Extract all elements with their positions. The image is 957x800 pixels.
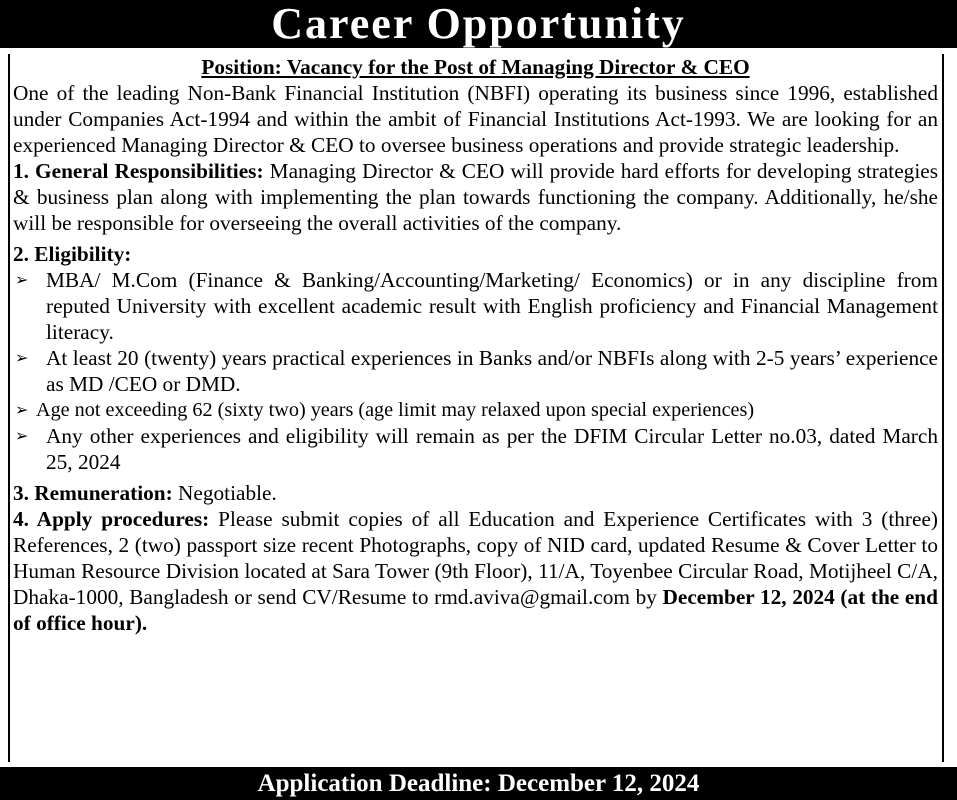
remuneration-heading: 3. Remuneration: — [13, 481, 173, 505]
arrow-bullet-icon: ➢ — [15, 270, 29, 289]
apply-text: Please submit copies of all Education and Experience Certificates with 3 (three) References, 2 (two) passport size recent Photographs, copy of NID card, updated Resume & Cover Letter to Human Resource Division located at Sara Tower (9th Floor), 11/A, Toyenbee Circular Road, Motijheel C/A, Dhaka-1000, Bangladesh or send CV/Resume to rmd.aviva@gmail.com by — [13, 507, 938, 609]
eligibility-item — [13, 423, 938, 475]
eligibility-item — [13, 345, 938, 397]
page-title: Career Opportunity — [271, 0, 686, 48]
position-heading: Position: Vacancy for the Post of Managing Director & CEO — [201, 55, 750, 79]
title-banner — [0, 0, 957, 48]
deadline-banner — [0, 767, 957, 800]
responsibilities-text: Managing Director & CEO will provide hard efforts for developing strategies & business plan along with implementing the plan towards functioning the company. Additionally, he/she will be responsible for overseeing the overall activities of the company. — [13, 159, 938, 235]
responsibilities-section — [13, 158, 938, 236]
remuneration-section — [13, 480, 938, 506]
intro-paragraph: One of the leading Non-Bank Financial Institution (NBFI) operating its business since 1996, established under Companies Act-1994 and within the ambit of Financial Institutions Act-1993. We are looking for an experienced Managing Director & CEO to oversee business operations and provide strategic leadership. — [13, 81, 938, 157]
arrow-bullet-icon: ➢ — [15, 426, 29, 445]
apply-heading: 4. Apply procedures: — [13, 507, 210, 531]
responsibilities-heading: 1. General Responsibilities: — [13, 159, 264, 183]
remuneration-text: Negotiable. — [178, 481, 277, 505]
apply-deadline: December 12, 2024 (at the end of office hour). — [13, 585, 938, 635]
eligibility-item-text: Age not exceeding 62 (sixty two) years (age limit may relaxed upon special experiences) — [36, 399, 755, 421]
eligibility-item-text: MBA/ M.Com (Finance & Banking/Accounting/Marketing/ Economics) or in any discipline from reputed University with excellent academic result with English proficiency and Financial Management literacy. — [46, 268, 938, 344]
eligibility-heading: 2. Eligibility: — [13, 242, 132, 266]
eligibility-item-text: At least 20 (twenty) years practical experiences in Banks and/or NBFIs along with 2-5 years’ experience as MD /CEO or DMD. — [46, 346, 938, 396]
eligibility-item-text: Any other experiences and eligibility will remain as per the DFIM Circular Letter no.03, dated March 25, 2024 — [46, 424, 938, 474]
advertisement-body — [8, 54, 944, 762]
deadline-text: Application Deadline: December 12, 2024 — [257, 770, 700, 797]
arrow-bullet-icon: ➢ — [15, 400, 29, 419]
eligibility-item — [13, 267, 938, 345]
eligibility-item — [13, 397, 938, 423]
arrow-bullet-icon: ➢ — [15, 348, 29, 367]
apply-section — [13, 506, 938, 636]
eligibility-list — [13, 267, 938, 475]
